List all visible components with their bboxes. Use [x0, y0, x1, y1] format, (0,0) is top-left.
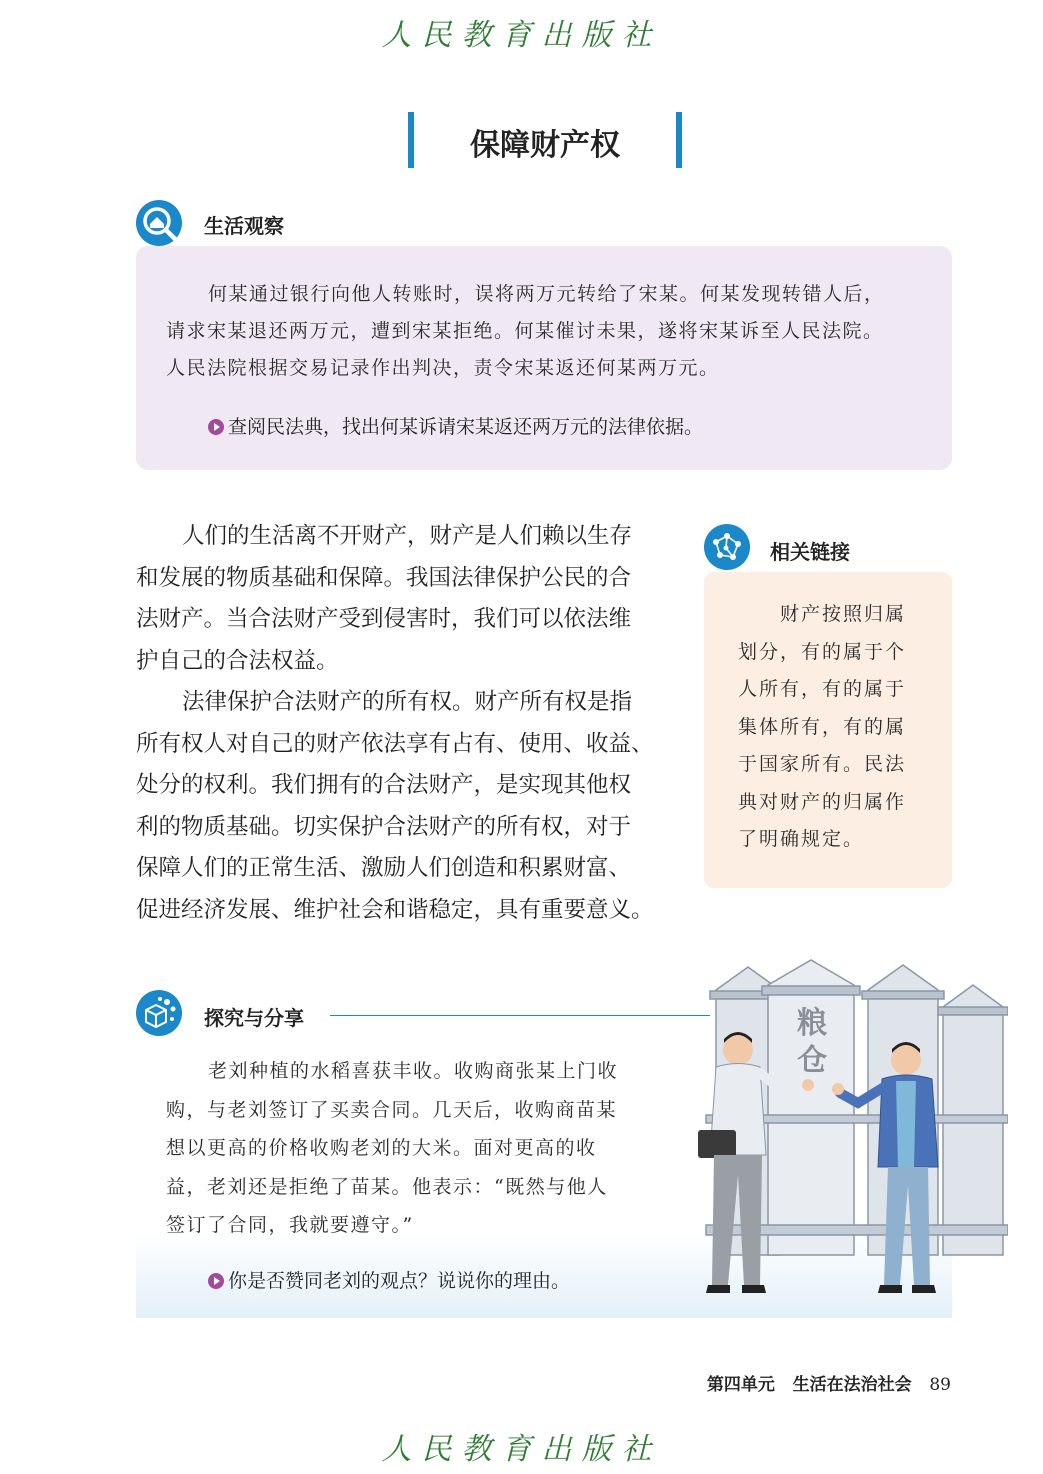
publisher-footer: 人民教育出版社 — [381, 1432, 662, 1467]
page-title: 保障财产权 — [470, 128, 620, 163]
paragraph-line: 和发展的物质基础和保障。我国法律保护公民的合 — [136, 564, 632, 591]
explore-line: 签订了合同，我就要遵守。” — [166, 1214, 414, 1236]
related-link-line: 财产按照归属 — [780, 603, 907, 625]
publisher-header: 人民教育出版社 — [381, 18, 662, 53]
footer-unit-title: 生活在法治社会 — [792, 1375, 912, 1395]
paragraph-line: 利的物质基础。切实保护合法财产的所有权，对于 — [136, 813, 632, 840]
footer-unit: 第四单元 — [706, 1375, 775, 1395]
related-link-line: 于国家所有。民法 — [738, 753, 907, 775]
title-right-bar — [676, 112, 682, 168]
observation-prompt — [208, 412, 703, 439]
paragraph-line: 处分的权利。我们拥有的合法财产，是实现其他权 — [136, 772, 632, 798]
related-link-heading: 相关链接 — [770, 540, 850, 564]
observation-text — [166, 276, 956, 387]
page-title-block — [408, 112, 682, 168]
observation-heading: 生活观察 — [204, 214, 284, 238]
explore-line: 购，与老刘签订了买卖合同。几天后，收购商苗某 — [166, 1098, 618, 1121]
related-link-line: 人所有，有的属于 — [738, 678, 907, 700]
related-link-line: 划分，有的属于个 — [738, 640, 907, 663]
granary-label-1: 粮 — [797, 1006, 827, 1041]
explore-text — [166, 1052, 666, 1245]
explore-line: 想以更高的价格收购老刘的大米。面对更高的收 — [166, 1137, 597, 1159]
granary-illustration — [688, 955, 1008, 1320]
related-link-line: 了明确规定。 — [738, 828, 865, 850]
observation-box — [136, 246, 952, 470]
explore-line: 益，老刘还是拒绝了苗某。他表示：“既然与他人 — [166, 1175, 608, 1198]
page-number: 89 — [929, 1375, 951, 1395]
observation-line: 请求宋某退还两万元，遭到宋某拒绝。何某催讨未果，遂将宋某诉至人民法院。 — [166, 320, 884, 342]
main-text — [136, 516, 676, 931]
observation-line: 人民法院根据交易记录作出判决，责令宋某返还何某两万元。 — [166, 357, 720, 379]
paragraph-line: 所有权人对自己的财产依法享有占有、使用、收益、 — [136, 730, 654, 757]
explore-heading: 探究与分享 — [204, 1006, 304, 1030]
related-link-icon — [704, 524, 750, 570]
paragraph-line: 护自己的合法权益。 — [136, 647, 339, 674]
explore-line: 老刘种植的水稻喜获丰收。收购商张某上门收 — [208, 1060, 619, 1082]
related-link-box — [704, 572, 952, 888]
related-link-line: 集体所有，有的属 — [738, 715, 907, 738]
paragraph-line: 法财产。当合法财产受到侵害时，我们可以依法维 — [136, 606, 632, 632]
observation-line: 何某通过银行向他人转账时，误将两万元转给了宋某。何某发现转错人后， — [208, 283, 885, 305]
explore-prompt — [208, 1266, 570, 1293]
paragraph-line: 人们的生活离不开财产，财产是人们赖以生存 — [182, 523, 633, 549]
paragraph-line: 法律保护合法财产的所有权。财产所有权是指 — [182, 689, 633, 715]
paragraph-line: 促进经济发展、维护社会和谐稳定，具有重要意义。 — [136, 896, 654, 923]
explore-prompt-text: 你是否赞同老刘的观点？说说你的理由。 — [228, 1270, 571, 1292]
observation-icon — [136, 200, 182, 246]
play-marker-icon — [208, 1273, 224, 1289]
page-footer — [707, 1370, 951, 1395]
observation-prompt-text: 查阅民法典，找出何某诉请宋某返还两万元的法律依据。 — [228, 416, 704, 438]
granary-label-2: 仓 — [797, 1043, 827, 1078]
play-marker-icon — [208, 419, 224, 435]
related-link-line: 典对财产的归属作 — [738, 790, 907, 813]
related-link-text — [738, 596, 948, 859]
paragraph-line: 保障人们的正常生活、激励人们创造和积累财富、 — [136, 855, 632, 881]
explore-heading-rule — [330, 1015, 710, 1016]
explore-icon — [136, 990, 182, 1036]
